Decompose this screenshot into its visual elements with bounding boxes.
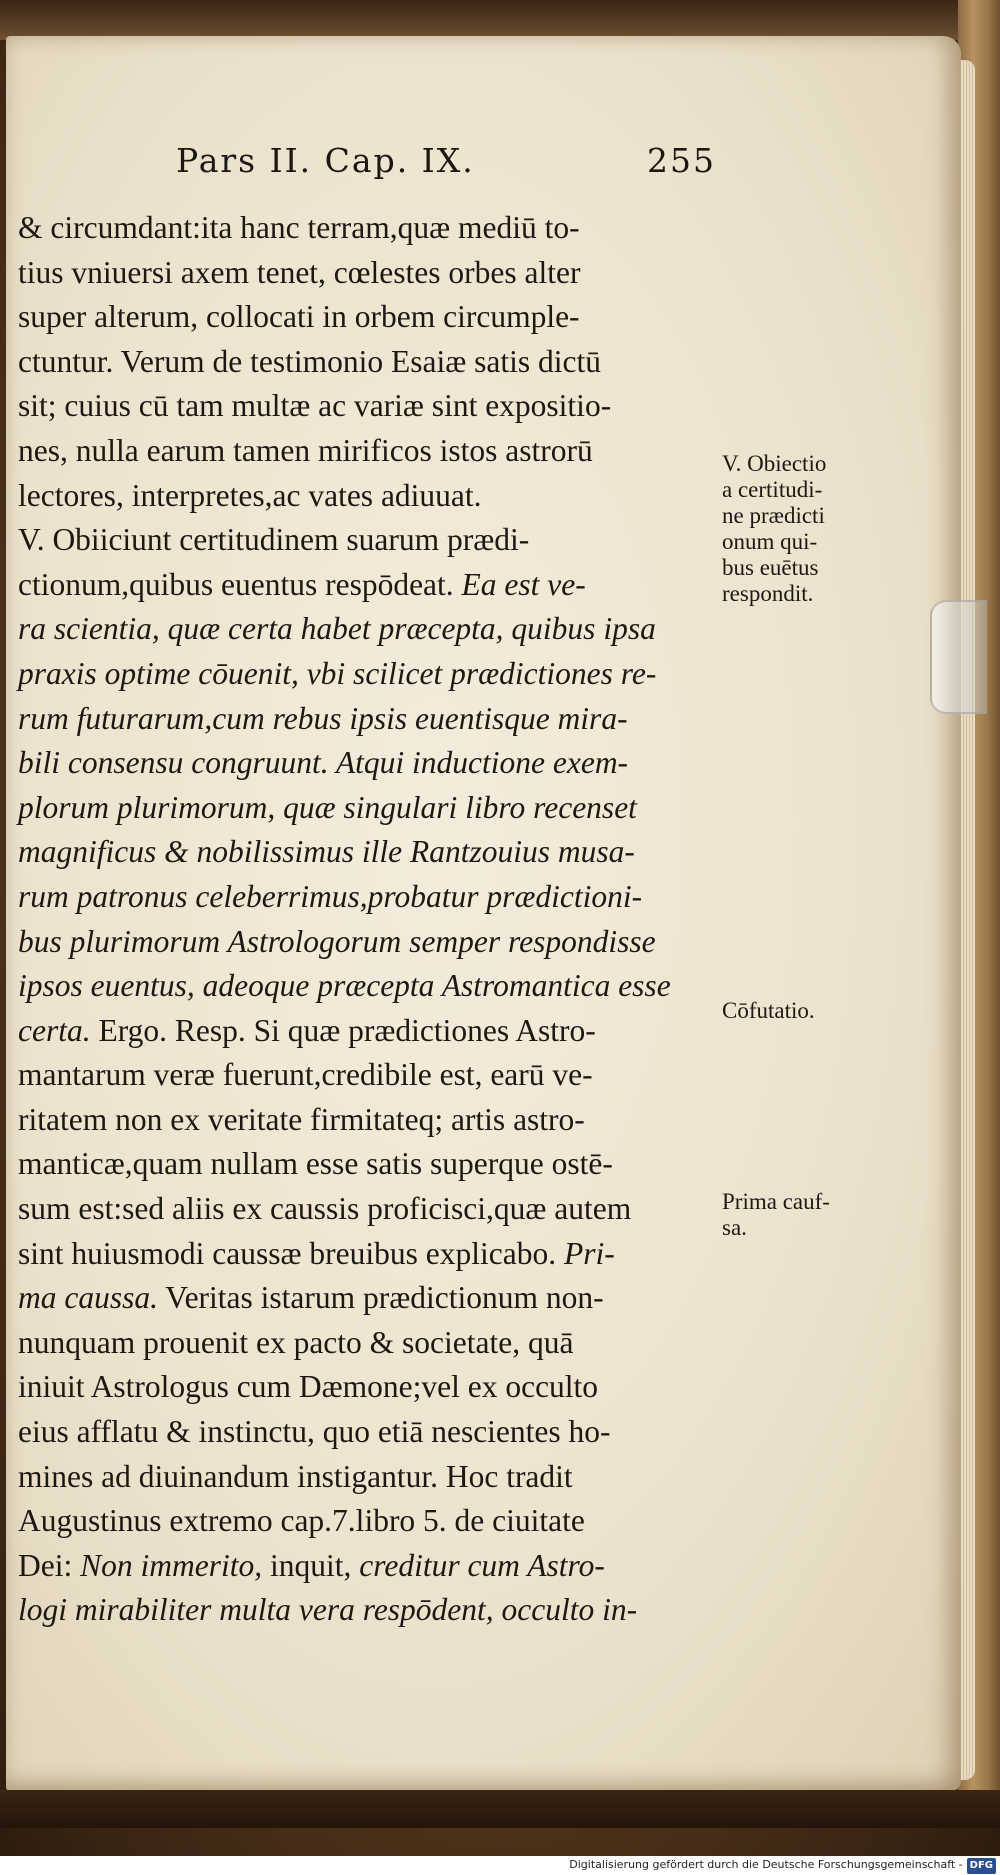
text-line [18, 964, 718, 1009]
text-segment: nunquam prouenit ex pacto & societate, quā [18, 1324, 574, 1360]
text-segment: sit; cuius cū tam multæ ac variæ sint expositio- [18, 388, 612, 424]
text-segment: Veritas istarum prædictionum non- [158, 1280, 604, 1316]
text-segment: Non immerito, [80, 1547, 263, 1583]
text-line [18, 1365, 718, 1410]
text-segment: sum est:sed aliis ex caussis proficisci,quæ autem [18, 1191, 632, 1227]
digitization-credit [569, 1857, 996, 1874]
text-segment: ipsos euentus, adeoque præcepta Astromantica esse [18, 968, 671, 1004]
page-header-title: Pars II. Cap. IX. [176, 141, 475, 180]
text-segment: plorum plurimorum, quæ singulari libro recenset [18, 789, 637, 825]
text-line [18, 1455, 718, 1500]
text-segment: Pri- [563, 1235, 615, 1271]
text-segment: inquit, [262, 1547, 360, 1583]
text-line [18, 1098, 718, 1143]
text-segment: ritatem non ex veritate firmitateq; artis astro- [18, 1101, 585, 1137]
text-segment: & circumdant:ita hanc terram,quæ mediū to- [18, 210, 580, 245]
margin-note-obiectio: V. Obiectio a certitudi- ne prædicti onum qui- bus euētus respondit. [722, 451, 827, 606]
text-segment: bili consensu congruunt. Atqui inductione exem- [18, 745, 629, 781]
text-segment: iniuit Astrologus cum Dæmone;vel ex occulto [18, 1369, 599, 1405]
text-line [18, 429, 718, 474]
text-segment: Ergo. Resp. Si quæ prædictiones Astro- [90, 1012, 596, 1048]
text-line [18, 1321, 718, 1366]
text-line [18, 1142, 718, 1187]
text-segment: mantarum veræ fuerunt,credibile est, earū ve- [18, 1057, 593, 1093]
text-line [18, 607, 718, 652]
text-segment: manticæ,quam nullam esse satis superque ostē- [18, 1146, 613, 1182]
text-line [18, 1053, 718, 1098]
text-line [18, 340, 718, 385]
text-line [18, 1276, 718, 1321]
text-line [18, 295, 718, 340]
text-segment: bus plurimorum Astrologorum semper respondisse [18, 923, 656, 959]
text-line [18, 563, 718, 608]
text-segment: logi mirabiliter multa vera respōdent, occulto in- [18, 1592, 638, 1628]
page-number: 255 [647, 141, 716, 180]
text-line [18, 1187, 718, 1232]
text-line [18, 1499, 718, 1544]
text-segment: Augustinus extremo cap.7.libro 5. de ciuitate [18, 1503, 585, 1539]
text-line [18, 830, 718, 875]
text-line [18, 786, 718, 831]
body-text-block [18, 206, 718, 1633]
margin-note-confutatio: Cōfutatio. [722, 998, 815, 1023]
text-segment: Dei: [18, 1547, 81, 1583]
text-segment: sint huiusmodi caussæ breuibus explicabo. [18, 1235, 564, 1271]
text-segment: ctuntur. Verum de testimonio Esaiæ satis dictū [18, 343, 601, 379]
text-segment: magnificus & nobilissimus ille Rantzouius musa- [18, 834, 635, 870]
text-line [18, 1410, 718, 1455]
text-segment: rum futurarum,cum rebus ipsis euentisque mira- [18, 700, 628, 736]
text-line [18, 384, 718, 429]
text-line [18, 697, 718, 742]
text-segment: lectores, interpretes,ac vates adiuuat. [18, 477, 482, 513]
text-segment: praxis optime cōuenit, vbi scilicet prædictiones re- [18, 655, 657, 691]
text-line [18, 875, 718, 920]
text-segment: ra scientia, quæ certa habet præcepta, quibus ipsa [18, 611, 656, 647]
text-segment: mines ad diuinandum instigantur. Hoc tradit [18, 1458, 573, 1494]
margin-note-prima-caussa: Prima cauf- sa. [722, 1189, 830, 1240]
text-line [18, 251, 718, 296]
text-segment: ma caussa. [18, 1280, 158, 1316]
text-line [18, 1009, 718, 1054]
text-line [18, 474, 718, 519]
text-line [18, 1588, 718, 1633]
text-segment: Ea est ve- [461, 566, 586, 602]
text-line [18, 206, 718, 251]
text-segment: ctionum,quibus euentus respōdeat. [18, 566, 462, 602]
text-line [18, 920, 718, 965]
book-page [6, 36, 961, 1791]
text-segment: eius afflatu & instinctu, quo etiā nescientes ho- [18, 1414, 611, 1450]
page-clip [930, 600, 987, 714]
text-segment: certa. [18, 1012, 91, 1048]
text-line [18, 518, 718, 563]
text-line [18, 1544, 718, 1589]
dfg-logo: DFG [967, 1858, 996, 1874]
text-segment: rum patronus celeberrimus,probatur prædictioni- [18, 878, 643, 914]
text-segment: tius vniuersi axem tenet, cœlestes orbes alter [18, 254, 581, 290]
footer-credit-text: Digitalisierung gefördert durch die Deutsche Forschungsgemeinschaft - [569, 1858, 963, 1871]
text-line [18, 1232, 718, 1277]
text-segment: nes, nulla earum tamen mirificos istos astrorū [18, 432, 593, 468]
running-head [26, 141, 716, 180]
text-line [18, 741, 718, 786]
binding-top-edge [0, 0, 1000, 40]
binding-bottom-edge [0, 1790, 1000, 1828]
text-segment: V. Obiiciunt certitudinem suarum prædi- [18, 522, 530, 558]
text-segment: super alterum, collocati in orbem circumple- [18, 299, 580, 335]
text-line [18, 652, 718, 697]
text-segment: creditur cum Astro- [359, 1547, 605, 1583]
